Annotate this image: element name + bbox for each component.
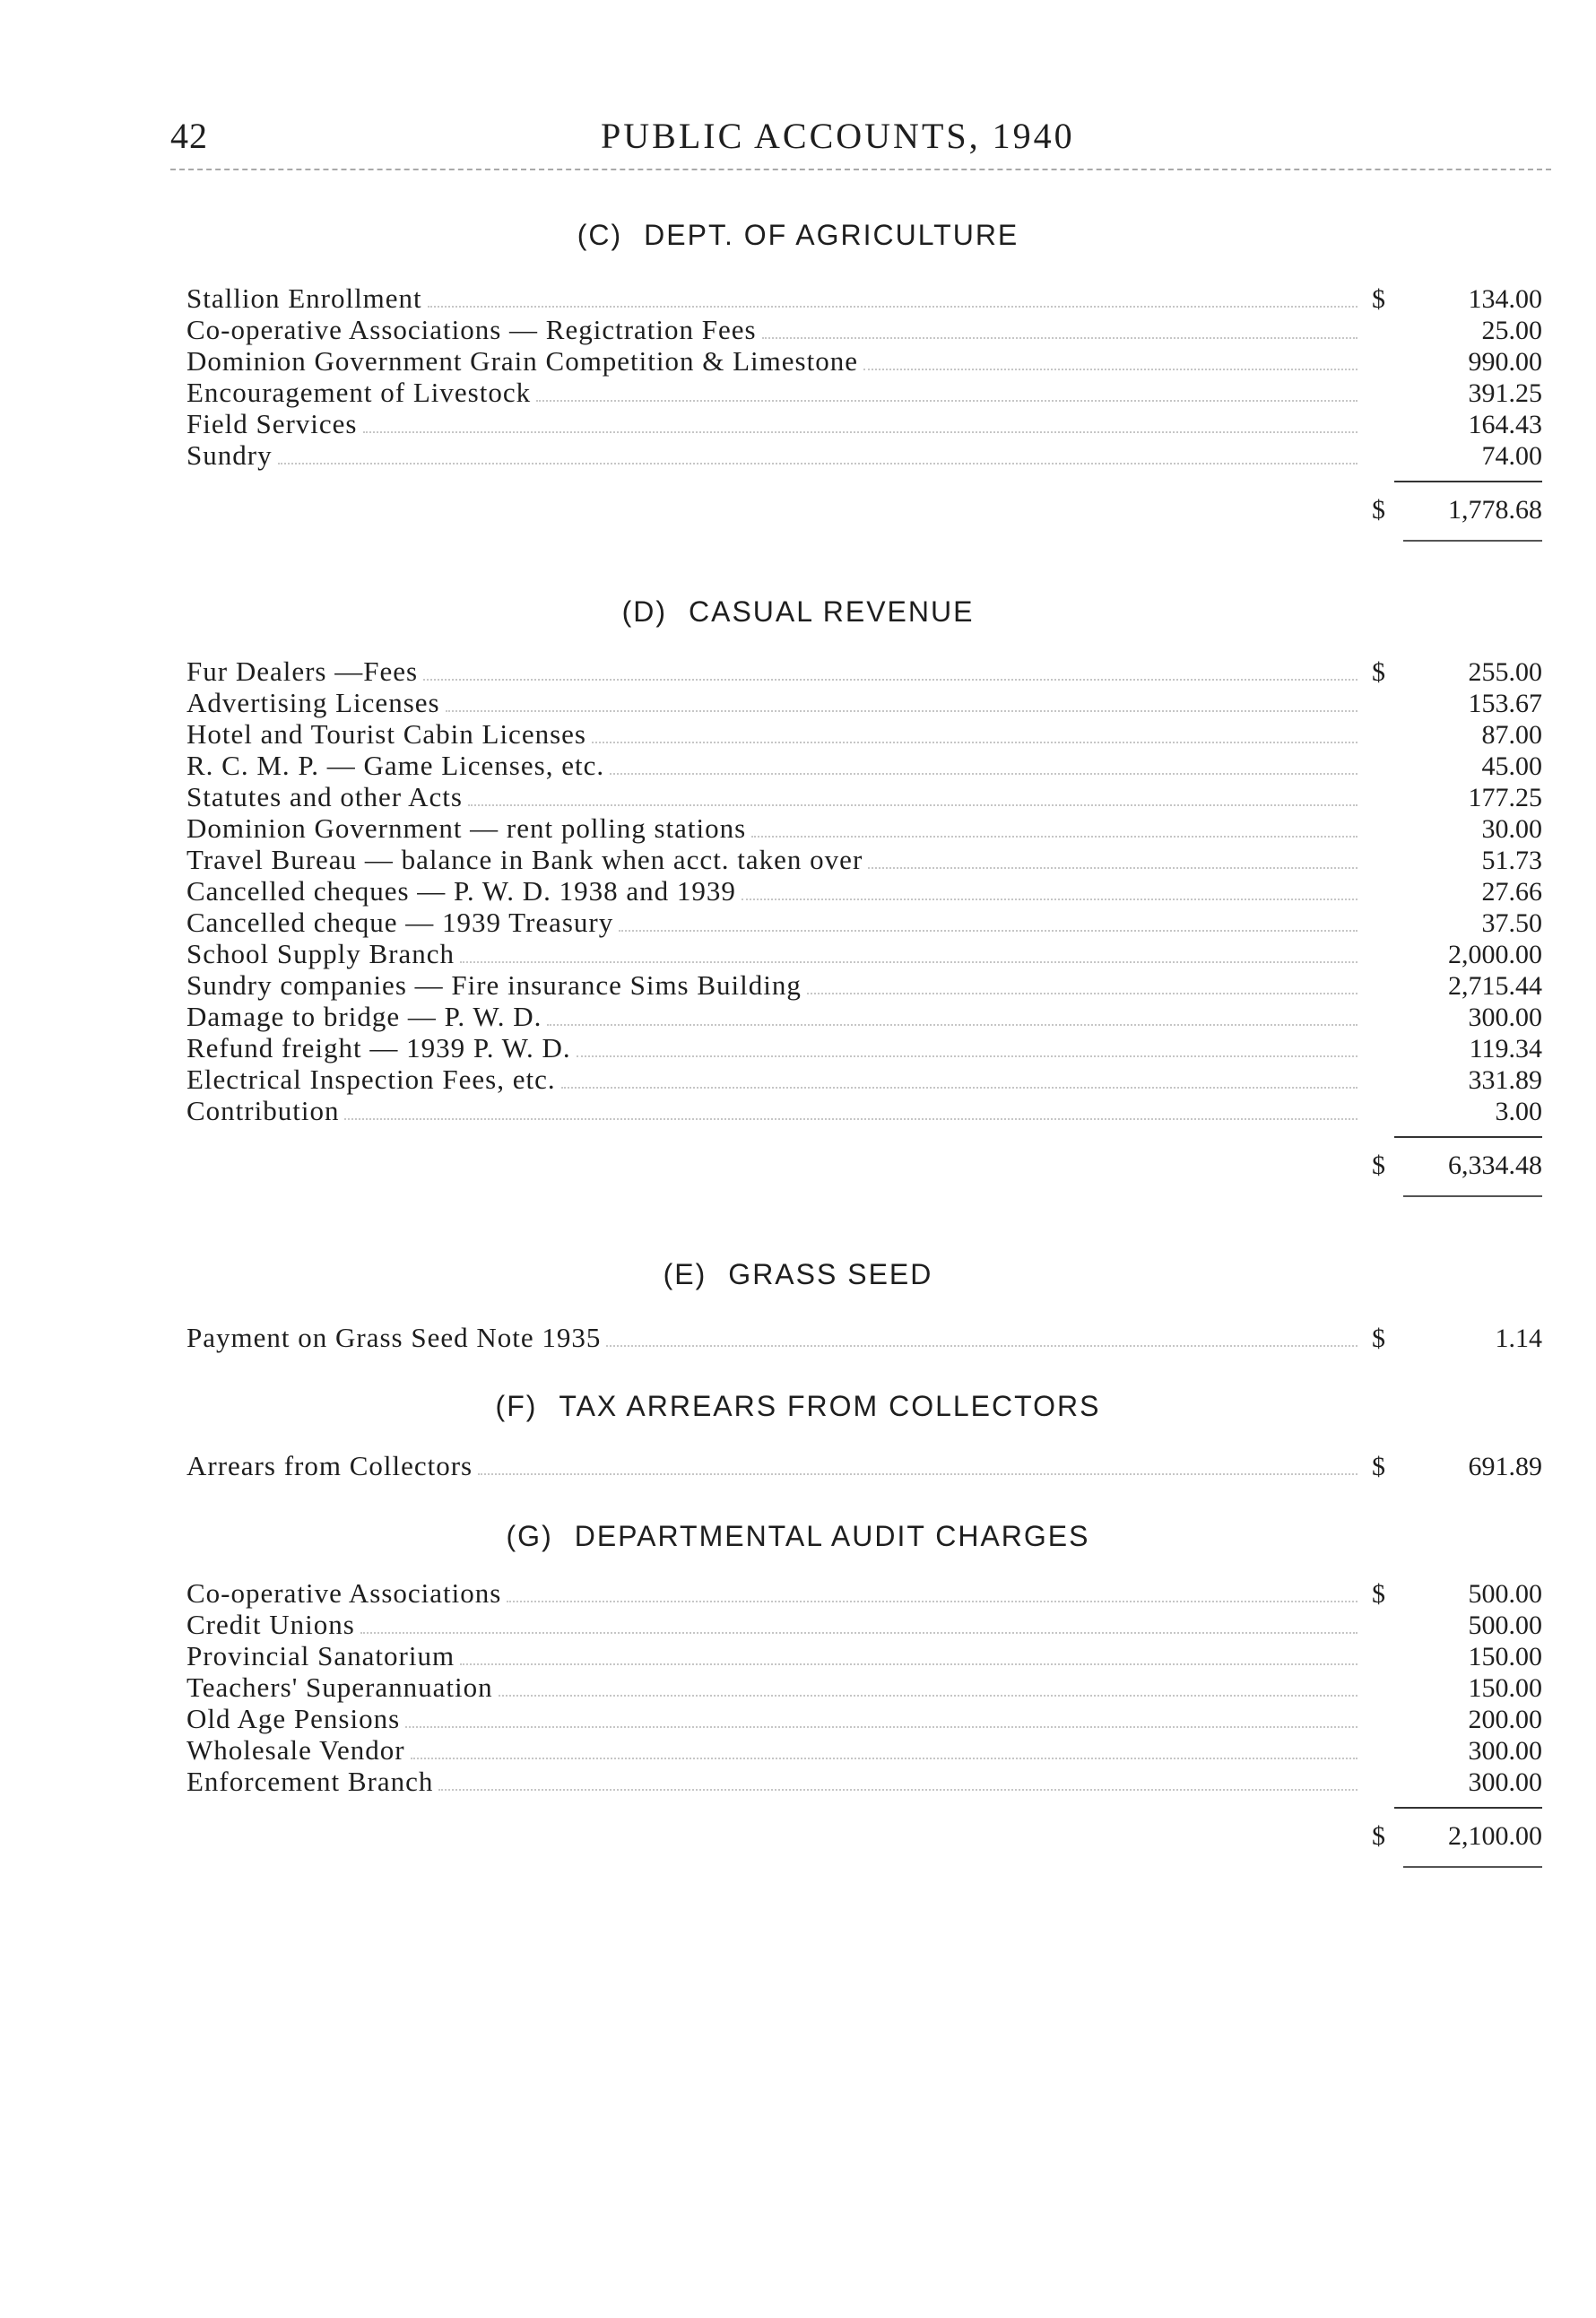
- section-c-list: [186, 283, 1542, 545]
- dollar-sign: $: [1372, 1150, 1385, 1180]
- list-item: [186, 907, 1542, 939]
- subtotal-rule: [186, 1798, 1542, 1816]
- page-title: PUBLIC ACCOUNTS, 1940: [601, 116, 1075, 156]
- item-label: Wholesale Vendor: [186, 1734, 405, 1766]
- item-amount: 150.00: [1468, 1673, 1542, 1703]
- item-label: Refund freight — 1939 P. W. D.: [186, 1032, 571, 1064]
- item-amount: 74.00: [1481, 441, 1542, 471]
- dot-leader: [438, 1789, 1357, 1791]
- section-title: CASUAL REVENUE: [688, 595, 975, 628]
- item-amount: 300.00: [1468, 1767, 1542, 1797]
- section-heading-c: [0, 219, 1596, 252]
- item-label: Enforcement Branch: [186, 1766, 434, 1797]
- item-label: Dominion Government — rent polling stations: [186, 812, 747, 844]
- section-letter: (E): [663, 1258, 707, 1290]
- dot-leader: [863, 369, 1357, 370]
- list-item: [186, 346, 1542, 378]
- list-item: [186, 409, 1542, 440]
- item-amount: 87.00: [1481, 720, 1542, 750]
- list-item: [186, 1451, 1542, 1482]
- dot-leader: [344, 1118, 1357, 1120]
- item-label: Sundry: [186, 439, 273, 471]
- item-amount: 51.73: [1481, 846, 1542, 875]
- item-label: Electrical Inspection Fees, etc.: [186, 1064, 556, 1095]
- item-amount: 25.00: [1481, 316, 1542, 345]
- dot-leader: [507, 1601, 1357, 1602]
- dot-leader: [278, 463, 1357, 464]
- list-item: [186, 283, 1542, 315]
- dot-leader: [468, 804, 1357, 806]
- section-g-list: [186, 1578, 1542, 1871]
- list-item: [186, 440, 1542, 472]
- item-amount: 3.00: [1495, 1097, 1542, 1126]
- list-item: [186, 315, 1542, 346]
- item-label: Co-operative Associations — Regictration Fees: [186, 314, 757, 345]
- item-amount: 119.34: [1469, 1034, 1542, 1064]
- list-item: [186, 876, 1542, 907]
- list-item: [186, 1767, 1542, 1798]
- total-amount: 6,334.48: [1448, 1150, 1542, 1180]
- item-amount: 2,715.44: [1448, 971, 1542, 1001]
- dot-leader: [592, 742, 1357, 743]
- section-total: [186, 1145, 1542, 1181]
- item-amount: 27.66: [1481, 877, 1542, 907]
- item-amount: 300.00: [1468, 1736, 1542, 1766]
- item-label: Sundry companies — Fire insurance Sims Building: [186, 969, 802, 1001]
- item-label: Field Services: [186, 408, 358, 439]
- dot-leader: [363, 431, 1358, 433]
- section-e-list: [186, 1323, 1542, 1354]
- section-heading-d: [0, 595, 1596, 629]
- item-amount: 391.25: [1468, 378, 1542, 408]
- dot-leader: [428, 306, 1357, 308]
- dollar-sign: $: [1372, 284, 1385, 314]
- item-label: Co-operative Associations: [186, 1577, 502, 1609]
- list-item: [186, 813, 1542, 845]
- item-label: Statutes and other Acts: [186, 781, 463, 812]
- dot-leader: [742, 899, 1357, 900]
- item-label: Payment on Grass Seed Note 1935: [186, 1322, 602, 1353]
- item-label: Provincial Sanatorium: [186, 1640, 455, 1671]
- dot-leader: [446, 710, 1357, 712]
- item-label: Damage to bridge — P. W. D.: [186, 1001, 542, 1032]
- dot-leader: [547, 1024, 1357, 1026]
- item-label: Cancelled cheque — 1939 Treasury: [186, 907, 614, 938]
- item-amount: 45.00: [1481, 751, 1542, 781]
- list-item: [186, 939, 1542, 970]
- list-item: [186, 378, 1542, 409]
- section-heading-g: [0, 1520, 1596, 1553]
- item-label: Teachers' Superannuation: [186, 1671, 493, 1703]
- list-item: [186, 970, 1542, 1002]
- item-amount: 691.89: [1468, 1452, 1542, 1481]
- item-amount: 500.00: [1468, 1579, 1542, 1609]
- section-total: [186, 490, 1542, 525]
- item-label: Hotel and Tourist Cabin Licenses: [186, 718, 586, 750]
- dot-leader: [499, 1695, 1357, 1697]
- list-item: [186, 1610, 1542, 1641]
- item-label: Cancelled cheques — P. W. D. 1938 and 1939: [186, 875, 736, 907]
- section-letter: (F): [495, 1390, 538, 1422]
- item-label: Dominion Government Grain Competition & Limestone: [186, 345, 858, 377]
- item-amount: 331.89: [1468, 1065, 1542, 1095]
- dot-leader: [577, 1055, 1357, 1057]
- item-amount: 200.00: [1468, 1705, 1542, 1734]
- section-heading-e: [0, 1258, 1596, 1291]
- item-amount: 37.50: [1481, 908, 1542, 938]
- list-item: [186, 1704, 1542, 1735]
- dollar-sign: $: [1372, 1821, 1385, 1851]
- item-label: Credit Unions: [186, 1609, 355, 1640]
- section-heading-f: [0, 1390, 1596, 1423]
- total-rule: [186, 1852, 1542, 1871]
- list-item: [186, 1578, 1542, 1610]
- item-amount: 177.25: [1468, 783, 1542, 812]
- dollar-sign: $: [1372, 495, 1385, 525]
- subtotal-rule: [186, 472, 1542, 490]
- section-title: TAX ARREARS FROM COLLECTORS: [559, 1390, 1101, 1422]
- section-f-list: [186, 1451, 1542, 1482]
- dot-leader: [619, 930, 1357, 932]
- dot-leader: [807, 993, 1357, 994]
- page-number: 42: [170, 116, 208, 156]
- list-item: [186, 688, 1542, 719]
- dot-leader: [610, 773, 1357, 775]
- total-rule: [186, 1181, 1542, 1201]
- list-item: [186, 751, 1542, 782]
- list-item: [186, 1033, 1542, 1064]
- list-item: [186, 1641, 1542, 1672]
- list-item: [186, 1002, 1542, 1033]
- item-amount: 134.00: [1468, 284, 1542, 314]
- dollar-sign: $: [1372, 1452, 1385, 1481]
- item-label: Travel Bureau — balance in Bank when acct. taken over: [186, 844, 863, 875]
- dot-leader: [561, 1087, 1357, 1089]
- list-item: [186, 1323, 1542, 1354]
- item-amount: 255.00: [1468, 657, 1542, 687]
- item-label: Arrears from Collectors: [186, 1450, 473, 1481]
- dollar-sign: $: [1372, 1324, 1385, 1353]
- list-item: [186, 656, 1542, 688]
- section-total: [186, 1816, 1542, 1852]
- item-label: School Supply Branch: [186, 938, 455, 969]
- list-item: [186, 845, 1542, 876]
- item-label: Encouragement of Livestock: [186, 377, 532, 408]
- dot-leader: [762, 337, 1357, 339]
- dot-leader: [360, 1632, 1357, 1634]
- list-item: [186, 782, 1542, 813]
- item-label: Old Age Pensions: [186, 1703, 401, 1734]
- item-amount: 1.14: [1495, 1324, 1542, 1353]
- item-label: Fur Dealers —Fees: [186, 655, 419, 687]
- list-item: [186, 1672, 1542, 1704]
- item-label: Stallion Enrollment: [186, 282, 422, 314]
- item-label: Contribution: [186, 1095, 340, 1126]
- dollar-sign: $: [1372, 657, 1385, 687]
- item-amount: 150.00: [1468, 1642, 1542, 1671]
- dot-leader: [423, 679, 1357, 681]
- list-item: [186, 1735, 1542, 1767]
- section-letter: (G): [506, 1520, 553, 1552]
- dot-leader: [536, 400, 1357, 402]
- item-label: Advertising Licenses: [186, 687, 440, 718]
- item-amount: 153.67: [1468, 689, 1542, 718]
- dot-leader: [411, 1758, 1357, 1759]
- list-item: [186, 719, 1542, 751]
- section-title: DEPARTMENTAL AUDIT CHARGES: [574, 1520, 1090, 1552]
- item-amount: 2,000.00: [1448, 940, 1542, 969]
- item-amount: 500.00: [1468, 1610, 1542, 1640]
- header-rule: [170, 169, 1551, 170]
- list-item: [186, 1064, 1542, 1096]
- dot-leader: [868, 867, 1357, 869]
- list-item: [186, 1096, 1542, 1127]
- dot-leader: [460, 1663, 1357, 1665]
- item-amount: 30.00: [1481, 814, 1542, 844]
- item-label: R. C. M. P. — Game Licenses, etc.: [186, 750, 605, 781]
- item-amount: 300.00: [1468, 1003, 1542, 1032]
- total-amount: 2,100.00: [1448, 1821, 1542, 1851]
- section-letter: (D): [621, 595, 667, 628]
- item-amount: 164.43: [1468, 410, 1542, 439]
- dollar-sign: $: [1372, 1579, 1385, 1609]
- section-title: DEPT. OF AGRICULTURE: [644, 219, 1019, 251]
- dot-leader: [460, 961, 1357, 963]
- section-title: GRASS SEED: [728, 1258, 933, 1290]
- dot-leader: [478, 1473, 1357, 1475]
- dot-leader: [405, 1726, 1357, 1728]
- section-letter: (C): [577, 219, 623, 251]
- item-amount: 990.00: [1468, 347, 1542, 377]
- dot-leader: [751, 836, 1357, 838]
- subtotal-rule: [186, 1127, 1542, 1145]
- section-d-list: [186, 656, 1542, 1201]
- total-rule: [186, 525, 1542, 545]
- page-header: [170, 115, 1551, 169]
- total-amount: 1,778.68: [1448, 495, 1542, 525]
- dot-leader: [606, 1345, 1357, 1347]
